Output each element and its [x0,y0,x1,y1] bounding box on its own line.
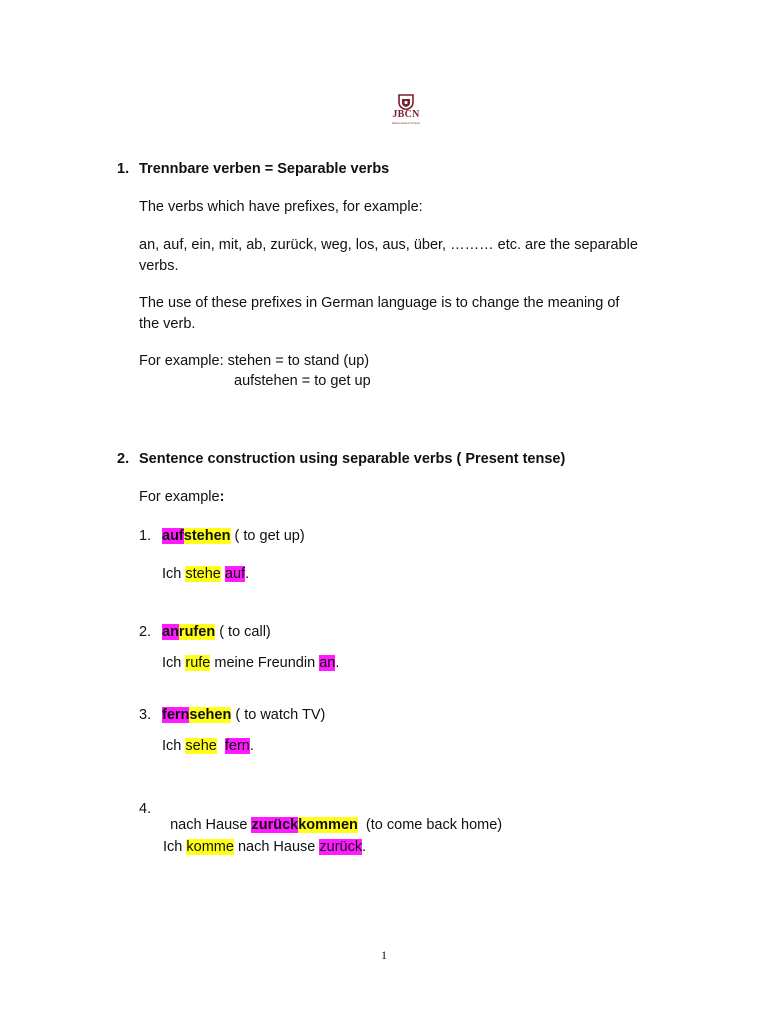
sentence-subject: Ich [162,738,186,754]
list-item-2-verb [162,624,271,640]
list-item-1-number: 1. [139,528,152,544]
use-line-2: the verb. [139,316,196,332]
verb-gloss: ( to call) [215,624,271,640]
example-line-2: aufstehen = to get up [234,373,371,389]
verb-prefix: auf [162,528,184,544]
sentence-subject: Ich [162,655,186,671]
sentence-verb: komme [186,839,234,855]
sentence-end: . [362,839,367,855]
verb-prefix: zurück [251,817,299,833]
for-example-colon: : [219,489,225,505]
sentence-prefix: fern [224,738,250,754]
school-logo [386,92,426,132]
list-item-4-verb [162,801,502,833]
verb-stem: sehen [189,707,232,723]
section-1-number: 1. [117,161,130,177]
section-1-intro: The verbs which have prefixes, for example: [139,199,423,215]
sentence-end: . [249,738,254,754]
section-1-heading: Trennbare verben = Separable verbs [139,161,390,177]
sentence-subject: Ich [163,839,187,855]
verb-pretext: nach Hause [170,817,252,833]
verb-prefix: fern [162,707,190,723]
list-item-3-sentence [162,738,254,754]
verb-gloss: ( to watch TV) [231,707,326,723]
verb-stem: kommen [298,817,358,833]
verb-gloss: (to come back home) [357,817,503,833]
page-number: 1 [381,948,387,962]
sentence-prefix: auf [224,566,246,582]
list-item-1-sentence [162,566,249,582]
sentence-prefix: an [319,655,336,671]
verb-stem: rufen [178,624,216,640]
list-item-1-verb [162,528,305,544]
verb-stem: stehen [183,528,231,544]
list-item-3-verb [162,707,325,723]
crest-icon [397,94,415,110]
sentence-subject: Ich [162,566,186,582]
sentence-end: . [335,655,340,671]
list-item-4-sentence [163,839,366,855]
section-2-number: 2. [117,451,130,467]
sentence-verb: sehe [185,738,217,754]
prefixes-line-2: verbs. [139,258,179,274]
example-line-1: For example: stehen = to stand (up) [139,353,370,369]
for-example-text: For example [139,489,220,505]
sentence-middle: meine Freundin [210,655,320,671]
verb-gloss: ( to get up) [230,528,305,544]
verb-prefix: an [162,624,179,640]
sentence-space [217,738,225,754]
use-line-1: The use of these prefixes in German language is to change the meaning of [139,295,620,311]
for-example-label [139,489,224,505]
section-2-heading: Sentence construction using separable verbs ( Present tense) [139,451,566,467]
list-item-2-sentence [162,655,339,671]
list-item-4-number: 4. [139,801,152,817]
sentence-verb: stehe [185,566,221,582]
sentence-middle: nach Hause [233,839,320,855]
sentence-end: . [245,566,250,582]
sentence-verb: rufe [185,655,211,671]
list-item-2-number: 2. [139,624,152,640]
logo-subtext: International School [391,121,421,125]
sentence-prefix: zurück [319,839,363,855]
list-item-3-number: 3. [139,707,152,723]
prefixes-line-1: an, auf, ein, mit, ab, zurück, weg, los, aus, über, ……… etc. are the separable [139,237,638,253]
logo-text: JBCN [392,109,420,120]
